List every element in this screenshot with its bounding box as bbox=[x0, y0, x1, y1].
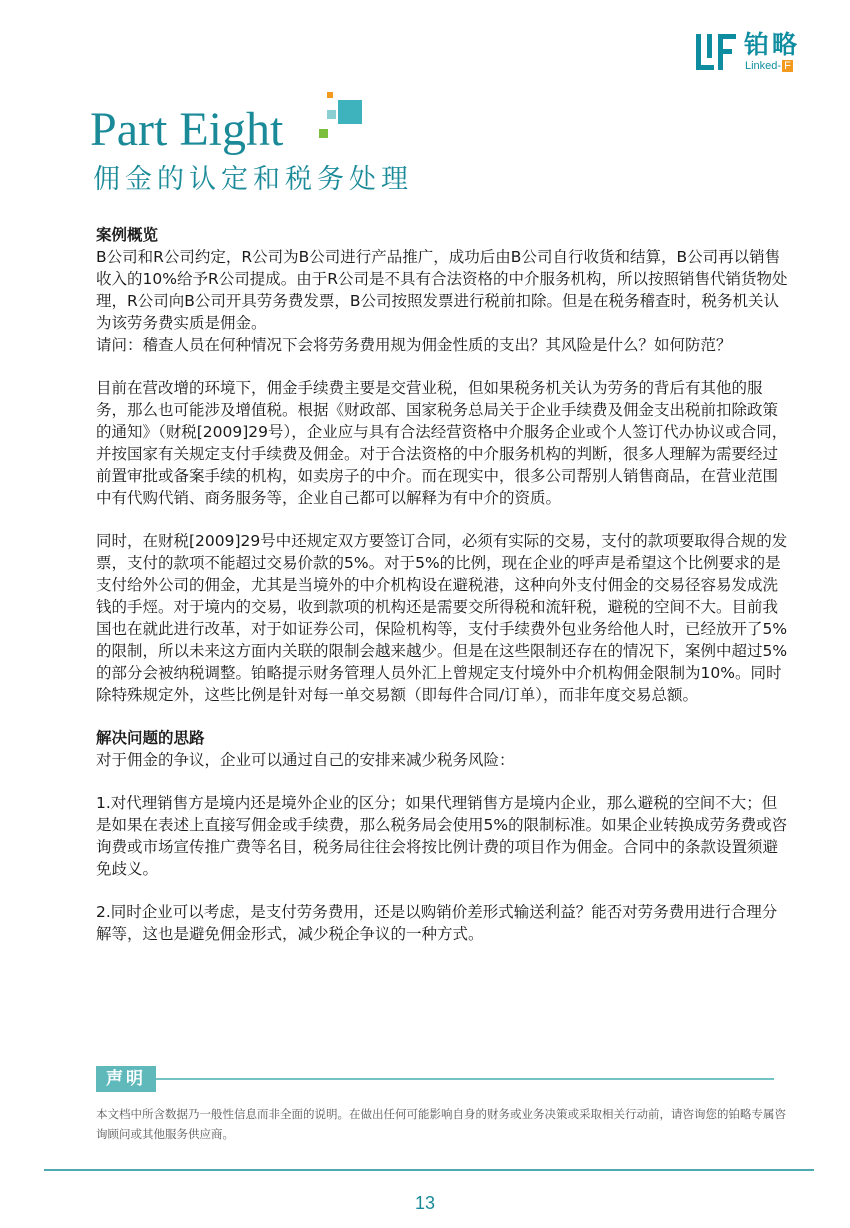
part-subtitle: 佣金的认定和税务处理 bbox=[93, 164, 413, 195]
declaration-divider bbox=[96, 1078, 774, 1080]
solution-point-1: 1.对代理销售方是境内还是境外企业的区分；如果代理销售方是境内企业，那么避税的空间不大；但是如果在表述上直接写佣金或手续费，那么税务局会使用5%的限制标准。如果企业转换成劳务费或咨询费或市场宣传推广费等名目，税务局往往会将按比例计费的项目作为佣金。合同中的条款设置须避免歧义。 bbox=[96, 794, 788, 878]
logo-english-prefix: Linked- bbox=[745, 60, 782, 72]
solution-intro: 对于佣金的争议，企业可以通过自己的安排来减少税务风险： bbox=[96, 751, 515, 769]
case-text: B公司和R公司约定，R公司为B公司进行产品推广，成功后由B公司自行收货和结算，B公司再以销售收入的10%给予R公司提成。由于R公司是不具有合法资格的中介服务机构，所以按照销售代销货物处理，R公司向B公司开具劳务费发票，B公司按照发票进行税前扣除。但是在税务稽查时，税务机关认为该劳务费实质是佣金。 bbox=[96, 248, 788, 332]
case-heading: 案例概览 bbox=[96, 226, 159, 244]
question-text: 请问：稽查人员在何种情况下会将劳务费用规为佣金性质的支出？其风险是什么？如何防范？ bbox=[96, 336, 732, 354]
logo-chinese-name: 铂略 bbox=[744, 30, 801, 59]
declaration-label: 声明 bbox=[96, 1066, 156, 1092]
part-title: Part Eight bbox=[90, 103, 284, 156]
decorative-squares-icon bbox=[316, 90, 366, 140]
footer-divider bbox=[44, 1169, 814, 1171]
brand-logo bbox=[694, 30, 814, 74]
logo-english-name bbox=[745, 60, 793, 73]
logo-english-box: F bbox=[784, 60, 791, 72]
page-number: 13 bbox=[414, 1193, 436, 1213]
solution-heading: 解决问题的思路 bbox=[96, 729, 205, 747]
paragraph-1: 目前在营改增的环境下，佣金手续费主要是交营业税，但如果税务机关认为劳务的背后有其他的服务，那么也可能涉及增值税。根据《财政部、国家税务总局关于企业手续费及佣金支出税前扣除政策的通知》（财税[2009]29号），企业应与具有合法经营资格中介服务企业或个人签订代办协议或合同，并按国家有关规定支付手续费及佣金。对于合法资格的中介服务机构的判断，很多人理解为需要经过前置审批或备案手续的机构，如卖房子的中介。而在现实中，很多公司帮别人销售商品，在营业范围中有代购代销、商务服务等，企业自己都可以解释为有中介的资质。 bbox=[96, 379, 788, 507]
paragraph-2: 同时，在财税[2009]29号中还规定双方要签订合同，必须有实际的交易，支付的款项要取得合规的发票，支付的款项不能超过交易价款的5%。对于5%的比例，现在企业的呼声是希望这个比例要求的是支付给外公司的佣金，尤其是当境外的中介机构设在避税港，这种向外支付佣金的交易径容易发成洗钱的手烴。对于境内的交易，收到款项的机构还是需要交所得税和流轩税，避税的空间不大。目前我国也在就此进行改革，对于如证券公司，保险机构等，支付手续费外包业务给他人时，已经放开了5%的限制，所以未来这方面内关联的限制会越来越少。但是在这些限制还存在的情况下，案例中超过5%的部分会被纳税调整。铂略提示财务管理人员外汇上曾规定支付境外中介机构佣金限制为10%。同时除特殊规定外，这些比例是针对每一单交易额（即每件合同/订单），而非年度交易总额。 bbox=[96, 532, 788, 704]
solution-point-2: 2.同时企业可以考虑，是支付劳务费用，还是以购销价差形式输送利益？能否对劳务费用进行合理分解等，这也是避免佣金形式，减少税企争议的一种方式。 bbox=[96, 903, 778, 943]
logo-mark-icon bbox=[694, 30, 738, 74]
declaration-text: 本文档中所含数据乃一般性信息而非全面的说明。在做出任何可能影响自身的财务或业务决策或采取相关行动前，请咨询您的铂略专属咨询顾问或其他服务供应商。 bbox=[96, 1107, 786, 1141]
article-body bbox=[96, 224, 792, 945]
